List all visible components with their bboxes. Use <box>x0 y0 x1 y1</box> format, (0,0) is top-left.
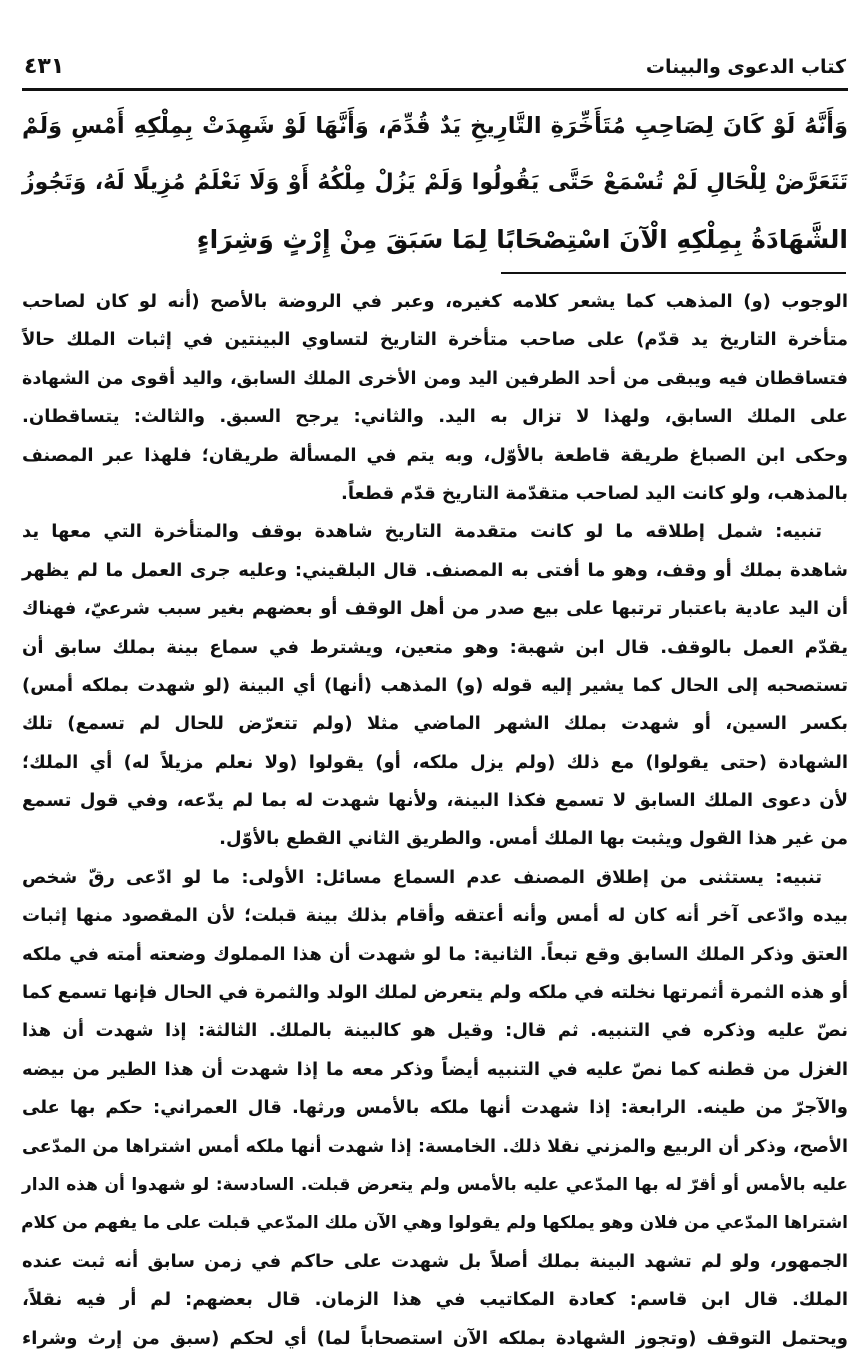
commentary-line: تستصحبه إلى الحال كما يشير إليه قوله (و) المذهب (أنها) أي البينة (لو شهدت بملكه أمس) <box>22 674 848 696</box>
commentary-line: بيده وادّعى آخر أنه كان له أمس وأنه أعتقه وأقام بذلك بينة قبلت؛ لأن المقصود منها إثبات <box>22 905 848 927</box>
commentary-line: شاهدة بملك أو وقف، وهو ما أفتى به المصنف. قال البلقيني: وعليه جرى العمل ما لم يظهر <box>22 559 848 581</box>
commentary-line: متأخرة التاريخ يد قدّم) على صاحب متأخرة التاريخ لتساوي البينتين في إثبات الملك حالاً <box>22 329 848 351</box>
main-text-line: الشَّهَادَةُ بِمِلْكِهِ الْآنَ اسْتِصْحَابًا لِمَا سَبَقَ مِنْ إِرْثٍ وَشِرَاءٍ <box>196 225 848 254</box>
commentary-line: تنبيه: شمل إطلاقه ما لو كانت متقدمة التاريخ شاهدة بوقف والمتأخرة التي معها يد <box>22 521 822 543</box>
commentary-line: الجمهور، ولو لم تشهد البينة بملك أصلاً بل شهدت على حاكم في زمن سابق أنه ثبت عنده <box>22 1250 848 1272</box>
commentary-text <box>22 284 848 1359</box>
commentary-line: أو هذه الثمرة أثمرتها نخلته في ملكه ولم يتعرض لملك الولد والثمرة في الحال فإنها تسمع كما <box>22 982 848 1004</box>
commentary-line: الأصح، وذكر أن الربيع والمزني نقلا ذلك. الخامسة: إذا شهدت أنها ملكه أمس اشتراها من المدّعى <box>22 1136 848 1157</box>
commentary-line: على الملك السابق، ولهذا لا تزال به اليد. والثاني: يرجح السبق. والثالث: يتساقطان. <box>22 406 848 428</box>
main-text-line: تَتَعَرَّضْ لِلْحَالِ لَمْ تُسْمَعْ حَتَّى يَقُولُوا وَلَمْ يَزُلْ مِلْكُهُ أَوْ وَلَا نَعْلَمُ مُزِيلًا لَهُ، وَتَجُوزُ <box>22 170 848 195</box>
header-rule <box>22 88 848 91</box>
commentary-line: فتساقطان فيه ويبقى من أحد الطرفين اليد ومن الأخرى الملك السابق، واليد أقوى من الشهادة <box>22 368 848 389</box>
commentary-line: بالمذهب، ولو كانت اليد لصاحب متقدّمة التاريخ قدّم قطعاً. <box>341 482 848 504</box>
commentary-line: عليه بالأمس أو أقرّ له بها المدّعي عليه بالأمس ولم يتعرض قبلت. السادسة: لو شهدوا أن هذه الدار <box>22 1174 848 1195</box>
commentary-line: من غير هذا القول ويثبت بها الملك أمس. والطريق الثاني القطع بالأوّل. <box>219 828 848 850</box>
page-number: ٤٣١ <box>24 54 65 79</box>
commentary-line: الغزل من قطنه كما نصّ عليه في التنبيه أيضاً وذكر معه ما إذا شهدت أن هذا الطير من بيضه <box>22 1058 848 1080</box>
footnote-separator <box>501 272 846 274</box>
running-title: كتاب الدعوى والبينات <box>645 56 846 78</box>
commentary-line: وحكى ابن الصباغ طريقة قاطعة بالأوّل، وبه يتم في المسألة طريقان؛ فلهذا عبر المصنف <box>22 444 848 466</box>
commentary-line: الشهادة (حتى يقولوا) مع ذلك (ولم يزل ملكه، أو) يقولوا (ولا نعلم مزيلاً له) أي الملك؛ <box>22 751 848 773</box>
commentary-line: ويحتمل التوقف (وتجوز الشهادة بملكه الآن استصحاباً لما) أي لحكم (سبق من إرث وشراء <box>22 1327 848 1349</box>
commentary-line: الملك. قال ابن قاسم: كعادة المكاتيب في هذا الزمان. قال بعضهم: لم أر فيه نقلاً، <box>22 1289 848 1311</box>
page-header <box>24 52 846 86</box>
commentary-line: بكسر السين، أو شهدت بملك الشهر الماضي مثلا (ولم تتعرّض للحال لم تسمع) تلك <box>22 713 848 735</box>
commentary-line: العتق وذكر الملك السابق وقع تبعاً. الثانية: ما لو شهدت أن هذا المملوك وضعته أمته في ملكه <box>22 943 848 965</box>
commentary-line: تنبيه: يستثنى من إطلاق المصنف عدم السماع مسائل: الأولى: ما لو ادّعى رقّ شخص <box>22 866 822 888</box>
commentary-line: يقدّم العمل بالوقف. قال ابن شهبة: وهو متعين، ويشترط في سماع بينة بملك سابق أن <box>22 636 848 658</box>
commentary-line: لأن دعوى الملك السابق لا تسمع فكذا البينة، ولأنها شهدت له بما لم يدّعه، وفي قول تسمع <box>22 790 848 812</box>
commentary-line: أن اليد عادية باعتبار ترتبها على بيع صدر من أهل الوقف أو بعضهم بغير سبب شرعيّ، فهناك <box>22 598 848 620</box>
main-text-line: وَأَنَّهُ لَوْ كَانَ لِصَاحِبِ مُتَأَخِّرَةِ التَّارِيخِ يَدٌ قُدِّمَ، وَأَنَّهَا لَوْ شَهِدَتْ بِمِلْكِهِ أَمْسِ وَلَمْ <box>22 113 848 139</box>
commentary-line: الوجوب (و) المذهب كما يشعر كلامه كغيره، وعبر في الروضة بالأصح (أنه لو كان لصاحب <box>22 291 848 312</box>
main-text <box>22 100 848 271</box>
commentary-line: نصّ عليه وذكره في التنبيه. ثم قال: وقيل هو كالبينة بالملك. الثالثة: إذا شهدت أن هذا <box>22 1020 848 1042</box>
commentary-line: اشتراها المدّعي من فلان وهو يملكها ولم يقولوا وهي الآن ملك المدّعي قبلت على ما يفهم من كلام <box>21 1213 848 1234</box>
commentary-line: والآجرّ من طينه. الرابعة: إذا شهدت أنها ملكه بالأمس ورثها. قال العمراني: حكم بها على <box>22 1097 848 1119</box>
